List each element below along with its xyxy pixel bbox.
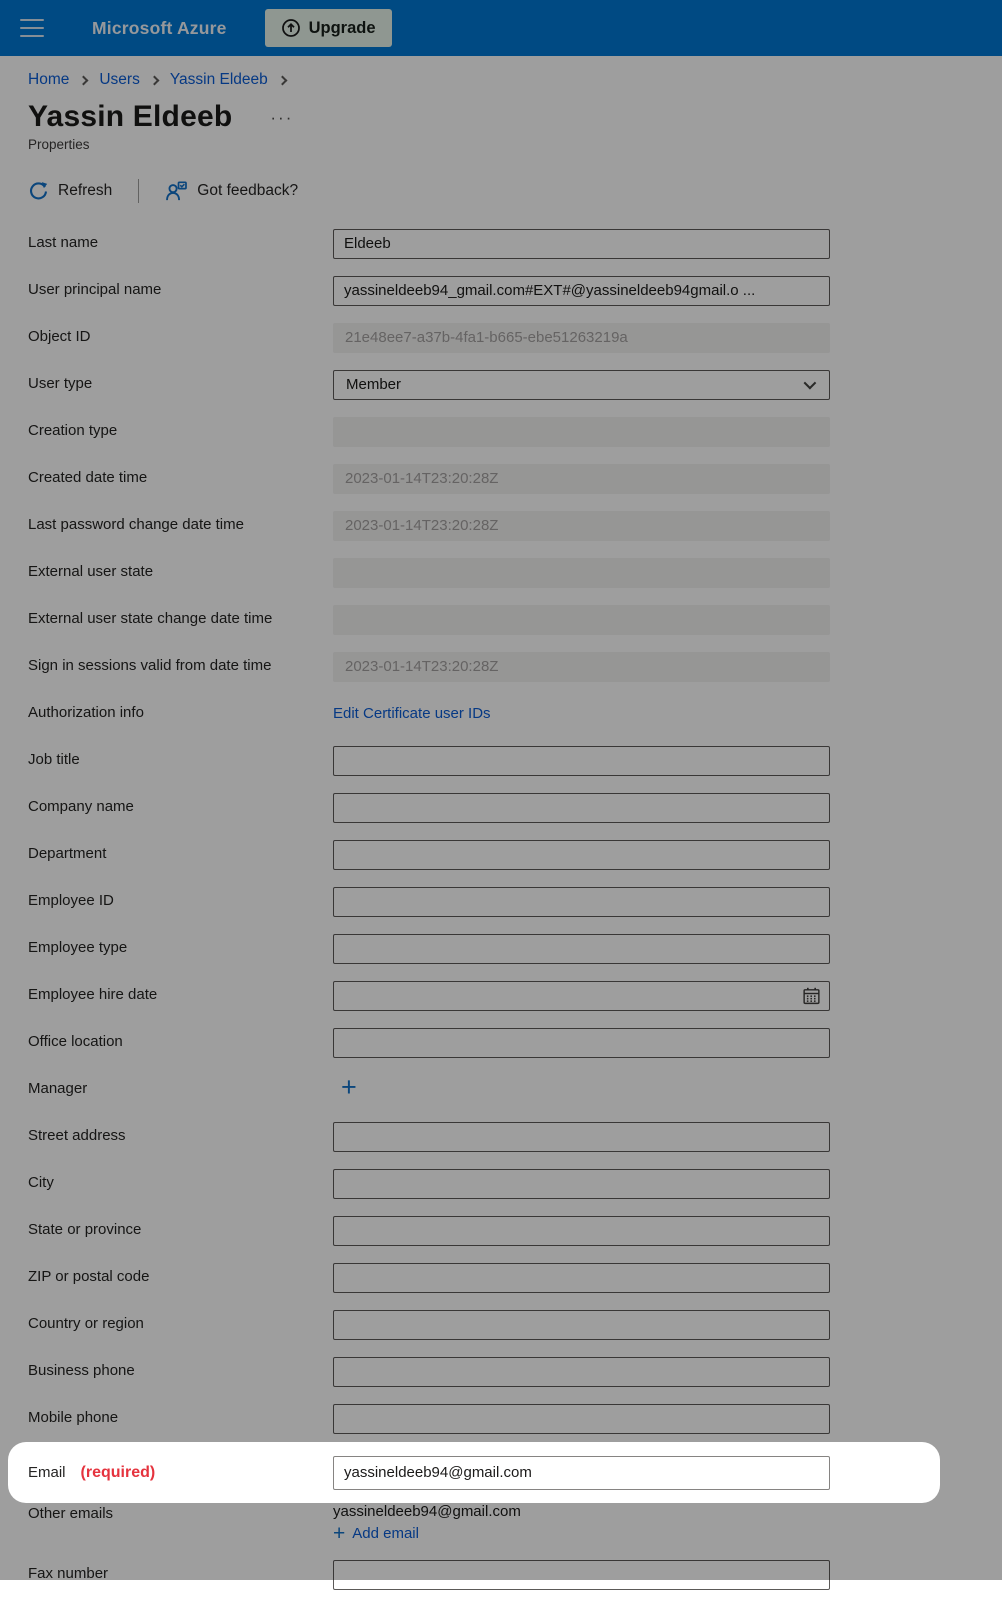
employee-type-input[interactable] (333, 934, 830, 964)
user-type-dropdown[interactable] (333, 370, 830, 400)
created-date-time-value: 2023-01-14T23:20:28Z (333, 464, 830, 494)
refresh-label: Refresh (58, 182, 113, 199)
user-principal-name-field (333, 276, 830, 306)
field-row-last-name (28, 220, 974, 267)
field-row-email (28, 1442, 974, 1503)
mobile-phone-label (28, 1409, 333, 1428)
add-email-label: Add email (352, 1525, 419, 1542)
employee-type-label (28, 939, 333, 958)
employee-id-input[interactable] (333, 887, 830, 917)
street-address-label (28, 1127, 333, 1146)
employee-hire-date-input[interactable] (333, 981, 830, 1011)
field-row-created-date-time (28, 455, 974, 502)
last-name-label-text: Last name (28, 234, 99, 252)
field-row-other-emails (28, 1503, 974, 1551)
city-label (28, 1174, 333, 1193)
breadcrumb-home[interactable]: Home (28, 71, 70, 88)
user-principal-name-input[interactable] (333, 276, 830, 306)
external-user-state-label-text: External user state (28, 563, 154, 581)
office-location-input[interactable] (333, 1028, 830, 1058)
user-type-label (28, 375, 333, 394)
external-user-state-field (333, 558, 830, 588)
add-manager-button[interactable]: + (333, 1074, 357, 1105)
job-title-field (333, 746, 830, 776)
manager-label-text: Manager (28, 1080, 88, 1098)
required-badge: (required) (80, 1463, 156, 1481)
sign-in-sessions-valid-from-date-time-value: 2023-01-14T23:20:28Z (333, 652, 830, 682)
field-row-employee-id (28, 878, 974, 925)
field-row-employee-type (28, 925, 974, 972)
country-or-region-input[interactable] (333, 1310, 830, 1340)
creation-type-field (333, 417, 830, 447)
plus-icon: + (333, 1522, 346, 1545)
field-row-department (28, 831, 974, 878)
fax-number-input[interactable] (333, 1560, 830, 1590)
field-row-company-name (28, 784, 974, 831)
field-row-street-address (28, 1113, 974, 1160)
employee-hire-date-label (28, 986, 333, 1005)
street-address-input[interactable] (333, 1122, 830, 1152)
object-id-label (28, 328, 333, 347)
fax-number-label-text: Fax number (28, 1565, 109, 1583)
mobile-phone-label-text: Mobile phone (28, 1409, 119, 1427)
employee-id-label (28, 892, 333, 911)
field-row-state-or-province (28, 1207, 974, 1254)
menu-icon[interactable] (20, 19, 44, 37)
city-input[interactable] (333, 1169, 830, 1199)
refresh-icon (28, 181, 49, 202)
user-type-field (333, 370, 830, 400)
employee-type-label-text: Employee type (28, 939, 128, 957)
field-row-sign-in-sessions-valid-from-date-time (28, 643, 974, 690)
office-location-label (28, 1033, 333, 1052)
user-principal-name-label (28, 281, 333, 300)
last-password-change-date-time-value: 2023-01-14T23:20:28Z (333, 511, 830, 541)
creation-type-value (333, 417, 830, 447)
field-row-mobile-phone (28, 1395, 974, 1442)
last-password-change-date-time-label (28, 516, 333, 535)
email-label-text: Email (28, 1463, 66, 1481)
object-id-field (333, 323, 830, 353)
field-row-fax-number (28, 1551, 974, 1598)
chevron-right-icon (277, 75, 287, 85)
field-row-job-title (28, 737, 974, 784)
state-or-province-field (333, 1216, 830, 1246)
chevron-right-icon (79, 75, 89, 85)
feedback-button[interactable] (153, 180, 310, 203)
zip-or-postal-code-label-text: ZIP or postal code (28, 1268, 150, 1286)
last-name-label (28, 234, 333, 253)
manager-label (28, 1080, 333, 1099)
company-name-label (28, 798, 333, 817)
created-date-time-label (28, 469, 333, 488)
field-row-user-principal-name (28, 267, 974, 314)
field-row-user-type (28, 361, 974, 408)
field-row-authorization-info (28, 690, 974, 737)
other-email-value: yassineldeeb94@gmail.com (333, 1503, 521, 1520)
field-row-zip-or-postal-code (28, 1254, 974, 1301)
employee-hire-date-label-text: Employee hire date (28, 986, 158, 1004)
business-phone-field (333, 1357, 830, 1387)
business-phone-label-text: Business phone (28, 1362, 135, 1380)
sign-in-sessions-valid-from-date-time-field (333, 652, 830, 682)
state-or-province-label-text: State or province (28, 1221, 142, 1239)
job-title-label-text: Job title (28, 751, 80, 769)
last-name-field (333, 229, 830, 259)
field-row-manager (28, 1066, 974, 1113)
calendar-icon[interactable] (802, 986, 821, 1005)
business-phone-input[interactable] (333, 1357, 830, 1387)
department-field (333, 840, 830, 870)
mobile-phone-input[interactable] (333, 1404, 830, 1434)
department-label (28, 845, 333, 864)
field-row-country-or-region (28, 1301, 974, 1348)
street-address-label-text: Street address (28, 1127, 126, 1145)
upgrade-label: Upgrade (308, 18, 376, 37)
job-title-label (28, 751, 333, 770)
department-label-text: Department (28, 845, 107, 863)
toolbar-divider (138, 179, 139, 203)
company-name-input[interactable] (333, 793, 830, 823)
chevron-right-icon (149, 75, 159, 85)
zip-or-postal-code-field (333, 1263, 830, 1293)
creation-type-label-text: Creation type (28, 422, 118, 440)
office-location-field (333, 1028, 830, 1058)
business-phone-label (28, 1362, 333, 1381)
employee-hire-date-field (333, 981, 830, 1011)
authorization-info-label (28, 704, 333, 723)
external-user-state-change-date-time-field (333, 605, 830, 635)
breadcrumb-users[interactable]: Users (99, 71, 140, 88)
field-row-creation-type (28, 408, 974, 455)
field-row-last-password-change-date-time (28, 502, 974, 549)
country-or-region-label (28, 1315, 333, 1334)
toolbar (28, 176, 974, 206)
external-user-state-change-date-time-value (333, 605, 830, 635)
page-title: Yassin Eldeeb (28, 100, 233, 133)
sign-in-sessions-valid-from-date-time-label (28, 657, 333, 676)
user-principal-name-label-text: User principal name (28, 281, 162, 299)
edit-certificate-user-ids-link[interactable]: Edit Certificate user IDs (333, 705, 491, 722)
email-label (28, 1463, 333, 1483)
department-input[interactable] (333, 840, 830, 870)
employee-id-field (333, 887, 830, 917)
created-date-time-label-text: Created date time (28, 469, 148, 487)
authorization-info-label-text: Authorization info (28, 704, 144, 722)
person-feedback-icon (165, 180, 188, 203)
company-name-label-text: Company name (28, 798, 134, 816)
object-id-value: 21e48ee7-a37b-4fa1-b665-ebe51263219a (333, 323, 830, 353)
chevron-down-icon (804, 377, 817, 390)
last-password-change-date-time-field (333, 511, 830, 541)
city-label-text: City (28, 1174, 54, 1192)
field-row-city (28, 1160, 974, 1207)
field-row-office-location (28, 1019, 974, 1066)
other-emails-label-text: Other emails (28, 1505, 114, 1522)
manager-field (333, 1074, 830, 1105)
arrow-up-circle-icon (281, 18, 301, 38)
email-field (333, 1456, 830, 1490)
mobile-phone-field (333, 1404, 830, 1434)
add-email-button[interactable] (333, 1523, 521, 1544)
country-or-region-field (333, 1310, 830, 1340)
company-name-field (333, 793, 830, 823)
other-emails-label (28, 1503, 333, 1524)
fax-number-label (28, 1565, 333, 1584)
external-user-state-label (28, 563, 333, 582)
zip-or-postal-code-input[interactable] (333, 1263, 830, 1293)
field-row-external-user-state-change-date-time (28, 596, 974, 643)
upgrade-button[interactable] (265, 9, 392, 47)
last-password-change-date-time-label-text: Last password change date time (28, 516, 244, 534)
other-emails-field (333, 1503, 830, 1544)
field-row-employee-hire-date (28, 972, 974, 1019)
feedback-label: Got feedback? (197, 182, 299, 199)
properties-form (28, 220, 974, 1598)
sign-in-sessions-valid-from-date-time-label-text: Sign in sessions valid from date time (28, 657, 272, 675)
employee-type-field (333, 934, 830, 964)
object-id-label-text: Object ID (28, 328, 91, 346)
field-row-object-id (28, 314, 974, 361)
external-user-state-change-date-time-label (28, 610, 333, 629)
creation-type-label (28, 422, 333, 441)
refresh-button[interactable] (28, 181, 124, 202)
user-type-label-text: User type (28, 375, 93, 393)
external-user-state-change-date-time-label-text: External user state change date time (28, 610, 273, 628)
breadcrumb (28, 71, 974, 89)
title-row (28, 100, 974, 134)
external-user-state-value (333, 558, 830, 588)
created-date-time-field (333, 464, 830, 494)
job-title-input[interactable] (333, 746, 830, 776)
email-input[interactable] (333, 1456, 830, 1490)
office-location-label-text: Office location (28, 1033, 123, 1051)
city-field (333, 1169, 830, 1199)
fax-number-field (333, 1560, 830, 1590)
content-area (0, 71, 1002, 1598)
state-or-province-label (28, 1221, 333, 1240)
field-row-external-user-state (28, 549, 974, 596)
zip-or-postal-code-label (28, 1268, 333, 1287)
country-or-region-label-text: Country or region (28, 1315, 144, 1333)
last-name-input[interactable] (333, 229, 830, 259)
employee-id-label-text: Employee ID (28, 892, 114, 910)
street-address-field (333, 1122, 830, 1152)
brand-title: Microsoft Azure (92, 17, 227, 38)
more-options-button[interactable]: ··· (270, 107, 294, 127)
top-bar (0, 0, 1002, 56)
breadcrumb-current-user[interactable]: Yassin Eldeeb (169, 71, 268, 88)
field-row-business-phone (28, 1348, 974, 1395)
authorization-info-field (333, 705, 830, 722)
state-or-province-input[interactable] (333, 1216, 830, 1246)
page-subtitle: Properties (28, 137, 90, 152)
user-type-selected-value: Member (346, 376, 402, 393)
